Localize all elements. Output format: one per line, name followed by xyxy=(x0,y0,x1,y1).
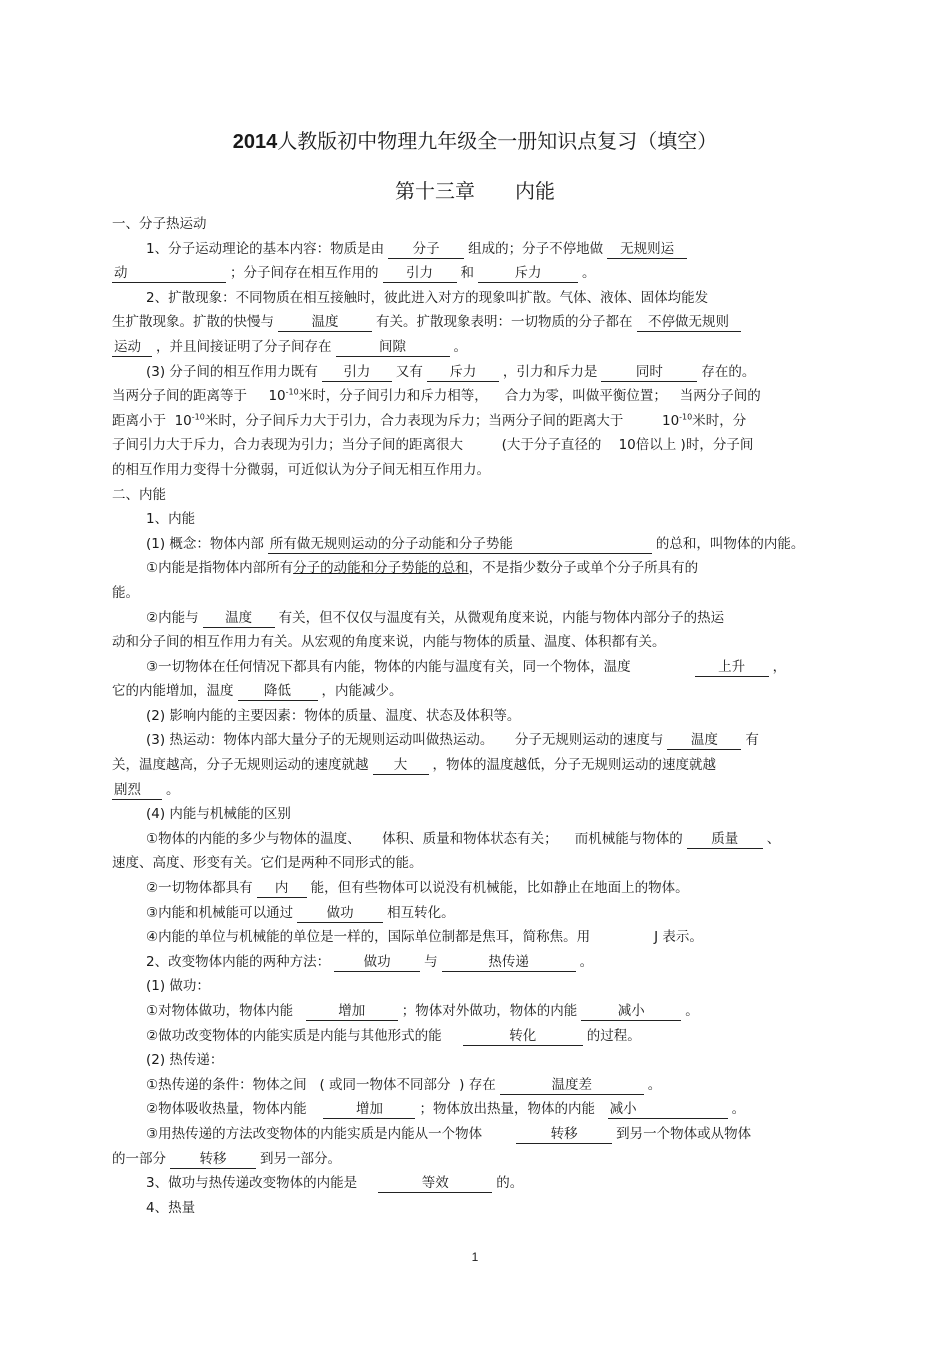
answer-blank: 动 xyxy=(112,264,226,283)
answer-blank: 增加 xyxy=(306,1002,398,1021)
paragraph: 动 ；分子间存在相互作用的 引力 和 斥力 。 xyxy=(114,265,596,282)
paragraph: ②内能与 温度 有关，但不仅仅与温度有关，从微观角度来说，内能与物体内部分子的热运 xyxy=(146,609,725,626)
answer-blank: 热传递 xyxy=(442,953,576,972)
paragraph: 子间引力大于斥力，合力表现为引力；当分子间的距离很大 (大于分子直径的 10倍以上 )时，分子间 xyxy=(112,437,754,454)
answer-blank: 间隙 xyxy=(336,338,450,357)
paragraph: 1、分子运动理论的基本内容：物质是由 分子 组成的；分子不停地做 无规则运 xyxy=(112,237,840,262)
answer-blank: 温度 xyxy=(278,313,372,332)
answer-blank: 质量 xyxy=(687,830,763,849)
underlined-text: 分子的动能和分子势能的总和 xyxy=(293,560,469,577)
paragraph: 当两分子间的距离等于 $10^{-10}$米时，分子间引力和斥力相等， 合力为零，叫做平衡位置； 当两分子间的 xyxy=(112,387,761,405)
answer-blank: 斥力 xyxy=(427,363,499,382)
paragraph: 的一部分 转移 到另一部分。 xyxy=(112,1150,341,1167)
answer-blank: 降低 xyxy=(238,682,318,701)
paragraph: (3) 分子间的相互作用力既有 引力 又有 斥力 ，引力和斥力是 同时 存在的。 xyxy=(146,363,756,380)
page-number: 1 xyxy=(471,1250,479,1264)
subsection-heading: 4、热量 xyxy=(146,1199,196,1216)
answer-blank: 减小 xyxy=(608,1100,728,1119)
paragraph: ②一切物体都具有 内 能，但有些物体可以说没有机械能，比如静止在地面上的物体。 xyxy=(146,880,689,897)
answer-blank: 运动 xyxy=(112,338,152,357)
paragraph: (2) 热传递： xyxy=(146,1052,224,1069)
answer-blank: 同时 xyxy=(601,363,697,382)
paragraph: 运动 ，并且间接证明了分子间存在 间隙 。 xyxy=(114,338,467,355)
answer-blank: 剧烈 xyxy=(112,781,162,800)
answer-blank: 不停做无规则 xyxy=(637,313,741,332)
answer-blank: 做功 xyxy=(297,904,383,923)
paragraph: (1) 概念：物体内部 所有做无规则运动的分子动能和分子势能 的总和，叫物体的内能。 xyxy=(146,535,805,552)
answer-blank: 无规则运 xyxy=(607,240,687,259)
answer-blank: 引力 xyxy=(383,264,457,283)
paragraph: ④内能的单位与机械能的单位是一样的，国际单位制都是焦耳，简称焦。用 J 表示。 xyxy=(146,929,703,946)
chapter-heading xyxy=(0,176,950,206)
answer-blank: 做功 xyxy=(334,953,420,972)
answer-blank: 温度差 xyxy=(500,1076,644,1095)
answer-blank: 斥力 xyxy=(478,264,578,283)
paragraph: 的相互作用力变得十分微弱，可近似认为分子间无相互作用力。 xyxy=(112,461,490,478)
answer-blank: 转移 xyxy=(170,1150,256,1169)
paragraph: 能。 xyxy=(112,584,139,601)
answer-blank: 转化 xyxy=(463,1027,583,1046)
paragraph: 距离小于 $10^{-10}$米时，分子间斥力大于引力，合力表现为斥力；当两分子间的距离大于 $10^{-10}$米时，分 xyxy=(112,412,747,429)
answer-blank: 大 xyxy=(373,756,429,775)
paragraph: (2) 影响内能的主要因素：物体的质量、温度、状态及体积等。 xyxy=(146,707,521,724)
answer-blank: 转移 xyxy=(516,1125,612,1144)
title-text: 人教版初中物理九年级全一册知识点复习（填空） xyxy=(277,129,718,153)
chapter-name: 内能 xyxy=(515,179,555,203)
document-title xyxy=(0,126,950,157)
paragraph: 速度、高度、形变有关。它们是两种不同形式的能。 xyxy=(112,855,423,872)
answer-blank: 增加 xyxy=(323,1100,415,1119)
paragraph: ③一切物体在任何情况下都具有内能，物体的内能与温度有关，同一个物体，温度 上升 ， xyxy=(146,658,787,675)
paragraph: ②做功改变物体的内能实质是内能与其他形式的能 转化 的过程。 xyxy=(146,1027,641,1044)
answer-blank: 引力 xyxy=(322,363,392,382)
paragraph: 3、做功与热传递改变物体的内能是 等效 的。 xyxy=(146,1175,524,1192)
answer-blank: 内 xyxy=(257,879,307,898)
answer-blank: 所有做无规则运动的分子动能和分子势能 xyxy=(268,535,652,554)
paragraph: 关，温度越高，分子无规则运动的速度就越 大 ，物体的温度越低，分子无规则运动的速度就越 xyxy=(112,757,716,774)
paragraph: ③内能和机械能可以通过 做功 相互转化。 xyxy=(146,904,455,921)
subsection-heading: 1、内能 xyxy=(146,511,196,528)
answer-blank: 上升 xyxy=(695,658,769,677)
paragraph: ①热传递的条件：物体之间 ( 或同一物体不同部分 ) 存在 温度差 。 xyxy=(146,1076,662,1093)
answer-blank: 等效 xyxy=(378,1174,492,1193)
answer-blank: 减小 xyxy=(581,1002,681,1021)
answer-blank: 温度 xyxy=(203,609,275,628)
paragraph: 它的内能增加，温度 降低 ，内能减少。 xyxy=(112,683,403,700)
chapter-number: 第十三章 xyxy=(395,179,475,203)
document-body xyxy=(112,212,840,1220)
paragraph: 动和分子间的相互作用力有关。从宏观的角度来说，内能与物体的质量、温度、体积都有关。 xyxy=(112,634,666,651)
paragraph: 2、改变物体内能的两种方法： 做功 与 热传递 。 xyxy=(146,953,594,970)
paragraph: ②物体吸收热量，物体内能 增加 ；物体放出热量，物体的内能 减小 。 xyxy=(146,1101,746,1118)
answer-blank: 分子 xyxy=(388,240,464,259)
paragraph: ①物体的内能的多少与物体的温度、 体积、质量和物体状态有关； 而机械能与物体的 质量 、 xyxy=(146,830,781,847)
section-heading: 二、内能 xyxy=(112,486,166,503)
paragraph: ③用热传递的方法改变物体的内能实质是内能从一个物体 转移 到另一个物体或从物体 xyxy=(146,1125,752,1142)
paragraph: 剧烈 。 xyxy=(114,781,180,798)
title-year: 2014 xyxy=(232,131,278,153)
paragraph: (4) 内能与机械能的区别 xyxy=(146,806,291,823)
paragraph: ①对物体做功，物体内能 增加 ；物体对外做功，物体的内能 减小 。 xyxy=(146,1003,699,1019)
answer-blank: 温度 xyxy=(667,731,741,750)
paragraph: 2、扩散现象：不同物质在相互接触时，彼此进入对方的现象叫扩散。气体、液体、固体均能发 xyxy=(146,289,709,306)
paragraph: (3) 热运动：物体内部大量分子的无规则运动叫做热运动。 分子无规则运动的速度与 温度 有 xyxy=(146,732,759,749)
paragraph: 生扩散现象。扩散的快慢与 温度 有关。扩散现象表明：一切物质的分子都在 不停做无规则 xyxy=(112,310,840,335)
section-heading: 一、分子热运动 xyxy=(112,216,207,232)
paragraph: (1) 做功： xyxy=(146,978,210,995)
paragraph: ①内能是指物体内部所有分子的动能和分子势能的总和，不是指少数分子或单个分子所具有的 xyxy=(146,560,699,577)
